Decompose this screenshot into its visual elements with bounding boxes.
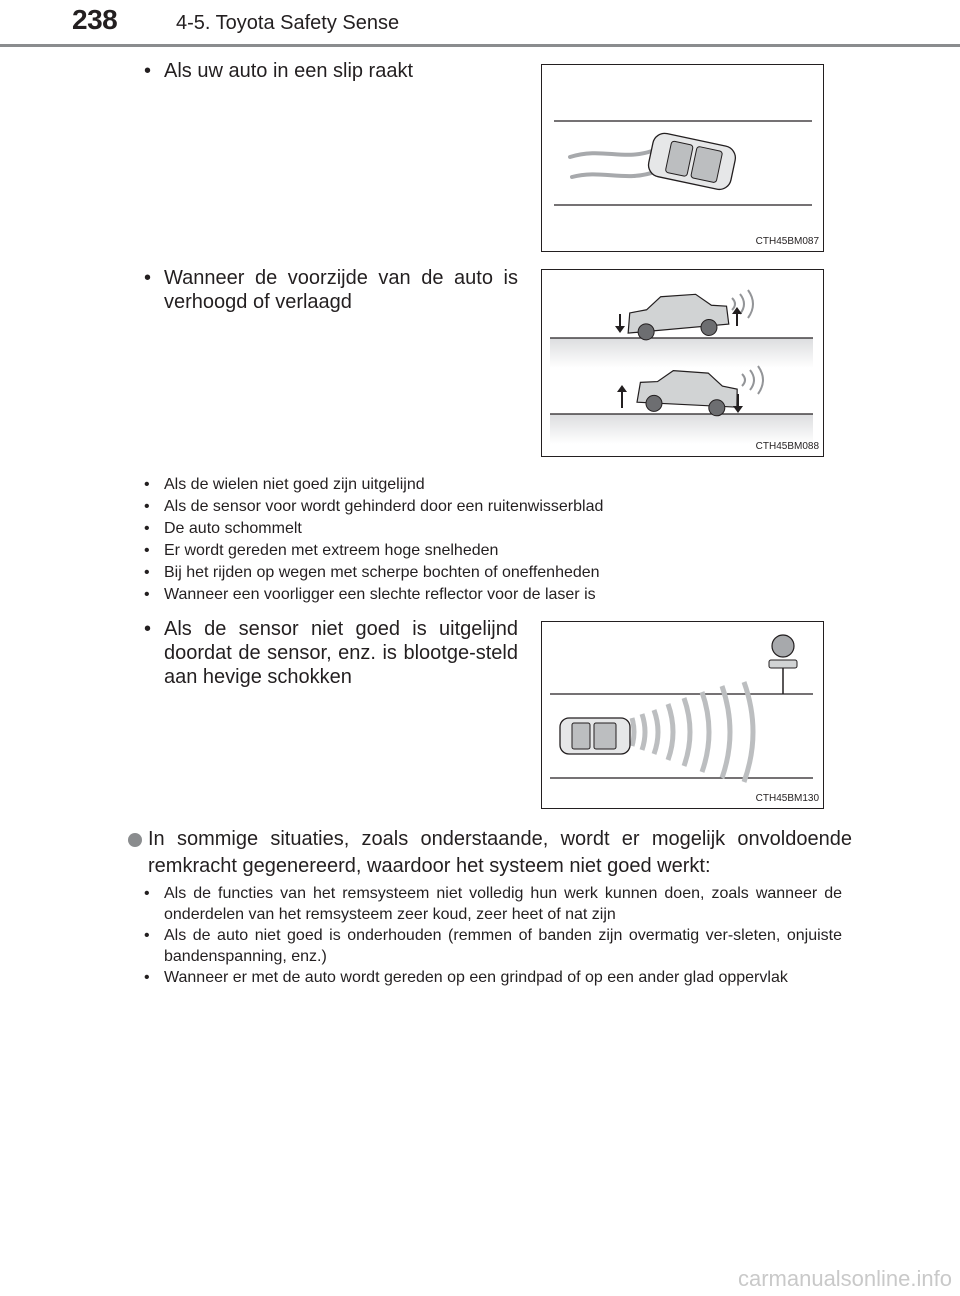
figure-code: CTH45BM088 (755, 441, 819, 452)
bullet-dot: • (144, 60, 152, 82)
raised-lowered-illustration (542, 270, 823, 456)
point-circle-icon (128, 833, 142, 847)
list-item (144, 474, 864, 496)
bullet-dot: • (144, 564, 150, 581)
bullet-dot: • (144, 618, 152, 640)
bullet-dot: • (144, 267, 152, 289)
list-item-text: Als de auto niet goed is onderhouden (remmen of banden zijn overmatig ver-sleten, onjuiste bandenspanning, enz.) (164, 927, 842, 965)
bullet-text: Als de sensor niet goed is uitgelijnd doordat de sensor, enz. is blootge-steld aan hevige schokken (164, 618, 518, 688)
figure-code: CTH45BM130 (755, 793, 819, 804)
bullet-dot: • (144, 542, 150, 559)
skid-illustration (542, 65, 823, 251)
watermark: carmanualsonline.info (737, 1266, 952, 1291)
brake-condition-list (144, 883, 842, 988)
list-item-text: Wanneer er met de auto wordt gereden op een grindpad of op een ander glad oppervlak (164, 969, 788, 986)
figure-code: CTH45BM087 (755, 236, 819, 247)
bullet-dot: • (144, 885, 150, 902)
bullet-text: Als uw auto in een slip raakt (164, 60, 414, 82)
bullet-dot: • (144, 498, 150, 515)
list-item (144, 496, 864, 518)
figure-misaligned (541, 621, 824, 809)
condition-list (144, 474, 864, 606)
list-item (144, 883, 842, 925)
bullet-raised (144, 266, 518, 314)
bullet-dot: • (144, 927, 150, 944)
list-item-text: Als de wielen niet goed zijn uitgelijnd (164, 476, 425, 493)
bullet-dot: • (144, 969, 150, 986)
bullet-misaligned (144, 617, 518, 689)
figure-raised (541, 269, 824, 457)
list-item (144, 967, 842, 988)
list-item (144, 584, 864, 606)
bullet-dot: • (144, 520, 150, 537)
list-item (144, 562, 864, 584)
list-item-text: Als de functies van het remsysteem niet volledig hun werk kunnen doen, zoals wanneer de onderdelen van het remsysteem zeer koud, zeer heet of nat zijn (164, 885, 842, 923)
bullet-skid (144, 59, 518, 83)
list-item (144, 518, 864, 540)
list-item-text: Bij het rijden op wegen met scherpe bochten of oneffenheden (164, 564, 600, 581)
main-point (128, 826, 852, 880)
list-item-text: Er wordt gereden met extreem hoge snelheden (164, 542, 499, 559)
list-item (144, 925, 842, 967)
list-item-text: De auto schommelt (164, 520, 302, 537)
list-item (144, 540, 864, 562)
figure-skid (541, 64, 824, 252)
list-item-text: Als de sensor voor wordt gehinderd door een ruitenwisserblad (164, 498, 604, 515)
section-title: 4-5. Toyota Safety Sense (176, 12, 400, 34)
list-item-text: Wanneer een voorligger een slechte reflector voor de laser is (164, 586, 596, 603)
header-rule (0, 44, 960, 47)
bullet-dot: • (144, 586, 150, 603)
page-header (0, 0, 960, 48)
bullet-dot: • (144, 476, 150, 493)
main-point-text: In sommige situaties, zoals onderstaande, wordt er mogelijk onvoldoende remkracht gegenereerd, waardoor het systeem niet goed werkt: (148, 828, 852, 877)
misaligned-sensor-illustration (542, 622, 823, 808)
page-number: 238 (72, 4, 118, 35)
bullet-text: Wanneer de voorzijde van de auto is verhoogd of verlaagd (164, 267, 518, 313)
